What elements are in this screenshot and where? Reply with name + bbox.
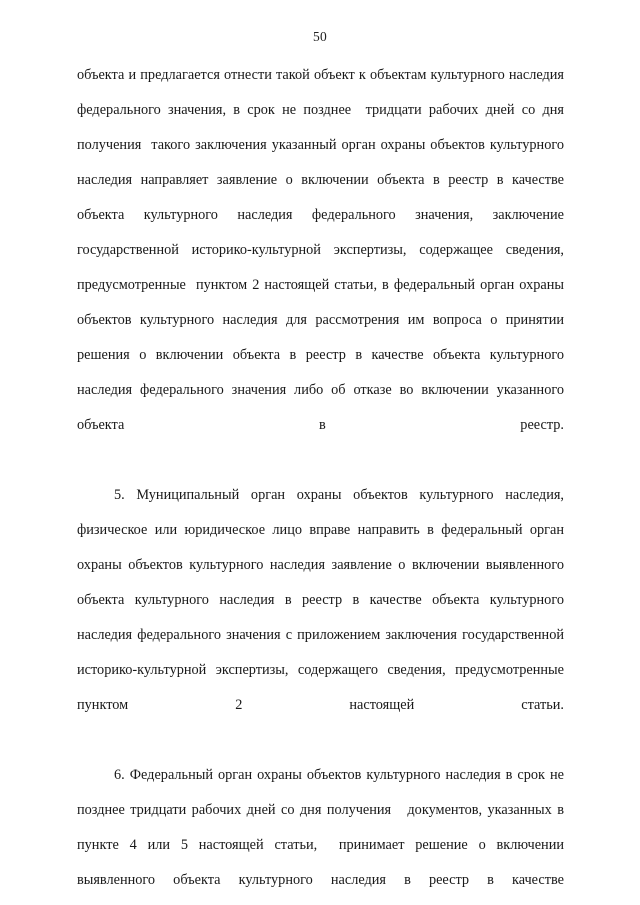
page-number: 50 [313,29,327,44]
paragraph-item-5: 5. Муниципальный орган охраны объектов культурного наследия, физическое или юридическое лицо вправе направить в федеральный орган охраны объектов культурного наследия заявление о включении выявленного объекта культурного наследия в реестр в качестве объекта культурного наследия федерального значения с приложением заключения государственной историко-культурной экспертизы, содержащего сведения, предусмотренные пунктом 2 настоящей статьи. [77,487,568,713]
paragraph-item-6: 6. Федеральный орган охраны объектов культурного наследия в срок не позднее тридцати рабочих дней со дня получения документов, указанных в пункте 4 или 5 настоящей статьи, принимает решение о включении выявленного объекта культурного наследия в реестр в качестве [77,767,568,888]
paragraph-continuation: объекта и предлагается отнести такой объект к объектам культурного наследия федерального значения, в срок не позднее тридцати рабочих дней со дня получения такого заключения указанный орган охраны объектов культурного наследия направляет заявление о включении объекта в реестр в качестве объекта культурного наследия федерального значения, заключение государственной историко-культурной экспертизы, содержащее сведения, предусмотренные пунктом 2 настоящей статьи, в федеральный орган охраны объектов культурного наследия для рассмотрения им вопроса о принятии решения о включении объекта в реестр в качестве объекта культурного наследия федерального значения либо об отказе во включении указанного объекта в реестр. [77,67,568,433]
body-text-block [77,58,568,905]
